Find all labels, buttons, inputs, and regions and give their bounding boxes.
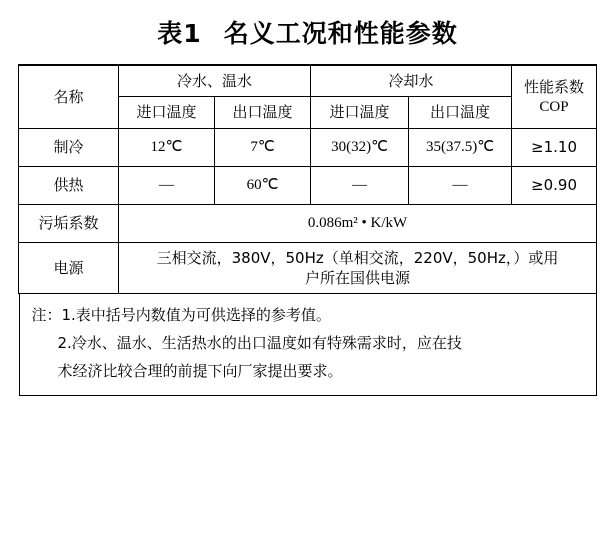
table-row-power [18,242,596,294]
header-cop-line2: COP [539,98,569,115]
header-cop-line1: 性能系数 [524,77,585,96]
row-label-power: 电源 [18,242,118,294]
header-chilled-inlet: 进口温度 [118,97,214,128]
note-line-3: 术经济比较合理的前提下向厂家提出要求。 [57,361,343,380]
cell-heating-cop: ≥0.90 [512,166,597,204]
header-name: 名称 [18,65,118,128]
header-cooling-inlet: 进口温度 [311,97,409,128]
page-title [0,14,615,50]
row-label-heating-mode: 供热 [18,166,118,204]
cell-cooling-chilled-in: 12℃ [118,128,214,166]
note-line-1: 注：1.表中括号内数值为可供选择的参考值。 [31,306,331,324]
header-cooling-water: 冷却水 [311,65,512,97]
table-row-fouling [18,204,596,242]
row-label-cooling-mode: 制冷 [18,128,118,166]
power-line-1: 三相交流，380V，50Hz（单相交流，220V，50Hz，）或用 [156,248,559,267]
cell-heating-cooling-out: — [409,166,512,204]
header-chilled-outlet: 出口温度 [214,97,310,128]
header-chilled-water: 冷水、温水 [118,65,310,97]
cell-cooling-chilled-out: 7℃ [214,128,310,166]
header-cop [512,65,597,128]
power-line-2: 户所在国供电源 [304,268,410,287]
cell-cooling-cop: ≥1.10 [512,128,597,166]
cell-power-value [118,242,596,294]
header-cooling-outlet: 出口温度 [409,97,512,128]
cell-heating-chilled-out: 60℃ [214,166,310,204]
table-notes [19,294,597,396]
table-row [18,128,596,166]
cell-heating-chilled-in: — [118,166,214,204]
cell-cooling-cooling-out: 35(37.5)℃ [409,128,512,166]
table-number: 表1 [157,19,202,48]
cell-fouling-value: 0.086m² • K/kW [118,204,596,242]
document-page [0,14,615,534]
cell-cooling-cooling-in: 30(32)℃ [311,128,409,166]
table-row [18,166,596,204]
row-label-fouling: 污垢系数 [18,204,118,242]
table-header-row-1 [18,65,596,97]
note-line-2: 2.冷水、温水、生活热水的出口温度如有特殊需求时，应在技 [57,333,462,352]
spec-table [18,64,597,294]
table-title-text: 名义工况和性能参数 [223,19,458,48]
cell-heating-cooling-in: — [311,166,409,204]
